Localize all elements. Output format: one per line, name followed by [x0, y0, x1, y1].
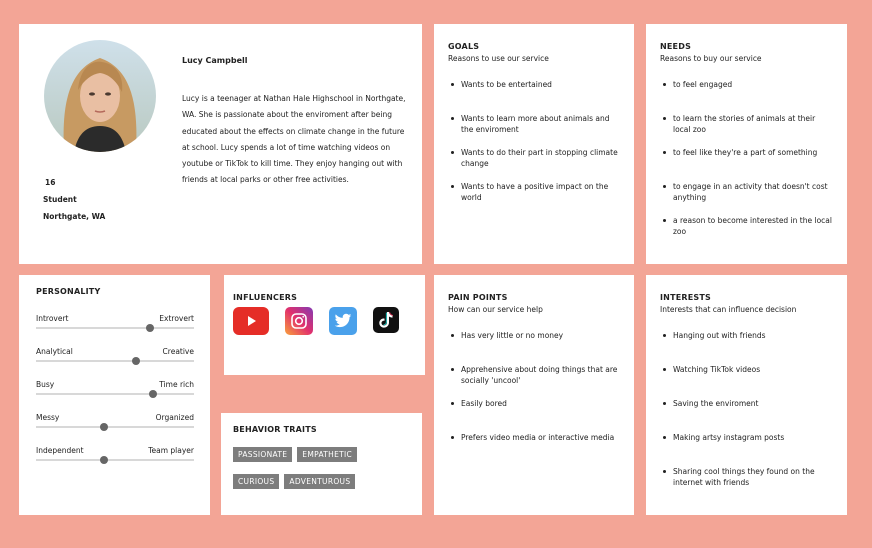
goals-list	[448, 79, 620, 215]
persona-name: Lucy Campbell	[182, 56, 248, 65]
goals-subtitle: Reasons to use our service	[448, 54, 549, 63]
list-item: Easily bored	[448, 398, 620, 432]
personality-slider	[36, 446, 194, 461]
goals-title: GOALS	[448, 42, 480, 51]
profile-card	[19, 24, 422, 264]
trait-tag: EMPATHETIC	[297, 447, 357, 462]
slider-knob	[149, 390, 157, 398]
slider-track	[36, 426, 194, 428]
goals-card	[434, 24, 634, 264]
list-item: Wants to do their part in stopping climate change	[448, 147, 620, 181]
slider-left-label: Introvert	[36, 314, 69, 323]
slider-left-label: Independent	[36, 446, 84, 455]
needs-list	[660, 79, 832, 249]
behavior-title: BEHAVIOR TRAITS	[233, 425, 317, 434]
list-item: to engage in an activity that doesn't cost anything	[660, 181, 832, 215]
list-item: Saving the enviroment	[660, 398, 832, 432]
list-item: to feel engaged	[660, 79, 832, 113]
slider-knob	[132, 357, 140, 365]
slider-knob	[146, 324, 154, 332]
age: 16	[45, 178, 56, 187]
slider-right-label: Extrovert	[159, 314, 194, 323]
tiktok-icon	[373, 307, 399, 333]
slider-right-label: Time rich	[159, 380, 194, 389]
youtube-icon	[233, 307, 269, 335]
pain-list	[448, 330, 620, 466]
trait-tag: ADVENTUROUS	[284, 474, 355, 489]
personality-slider	[36, 380, 194, 395]
occupation: Student	[43, 195, 77, 204]
interests-card	[646, 275, 847, 515]
demographics	[43, 174, 105, 225]
slider-right-label: Organized	[155, 413, 194, 422]
slider-track	[36, 459, 194, 461]
personality-title: PERSONALITY	[36, 287, 101, 296]
list-item: Hanging out with friends	[660, 330, 832, 364]
interests-list	[660, 330, 832, 500]
list-item: Wants to learn more about animals and the enviroment	[448, 113, 620, 147]
list-item: a reason to become interested in the local zoo	[660, 215, 832, 249]
influencers-card	[224, 275, 425, 375]
personality-slider	[36, 413, 194, 428]
persona-bio: Lucy is a teenager at Nathan Hale Highschool in Northgate, WA. She is passionate about the enviroment after being educated about the effects on climate change in the future at school. Lucy spends a lot of time watching videos on youtube or TikTok to kill time. They enjoy hanging out with friends at local parks or other free activities.	[182, 94, 406, 185]
behavior-traits-card	[221, 413, 422, 515]
twitter-icon	[329, 307, 357, 335]
slider-track	[36, 360, 194, 362]
needs-subtitle: Reasons to buy our service	[660, 54, 762, 63]
list-item: Wants to have a positive impact on the world	[448, 181, 620, 215]
list-item: to learn the stories of animals at their local zoo	[660, 113, 832, 147]
list-item: Prefers video media or interactive media	[448, 432, 620, 466]
list-item: Apprehensive about doing things that are socially 'uncool'	[448, 364, 620, 398]
location: Northgate, WA	[43, 212, 106, 221]
slider-left-label: Busy	[36, 380, 55, 389]
personality-slider	[36, 347, 194, 362]
influencers-title: INFLUENCERS	[233, 293, 298, 302]
slider-track	[36, 393, 194, 395]
trait-tag: CURIOUS	[233, 474, 279, 489]
slider-left-label: Analytical	[36, 347, 73, 356]
slider-knob	[100, 456, 108, 464]
interests-subtitle: Interests that can influence decision	[660, 305, 797, 314]
personality-card	[19, 275, 210, 515]
list-item: to feel like they're a part of something	[660, 147, 832, 181]
pain-title: PAIN POINTS	[448, 293, 508, 302]
interests-title: INTERESTS	[660, 293, 711, 302]
influencer-logos	[233, 307, 425, 335]
needs-card	[646, 24, 847, 264]
list-item: Sharing cool things they found on the internet with friends	[660, 466, 832, 500]
pain-points-card	[434, 275, 634, 515]
instagram-icon	[285, 307, 313, 335]
list-item: Has very little or no money	[448, 330, 620, 364]
needs-title: NEEDS	[660, 42, 692, 51]
slider-left-label: Messy	[36, 413, 60, 422]
slider-knob	[100, 423, 108, 431]
slider-track	[36, 327, 194, 329]
slider-right-label: Creative	[162, 347, 194, 356]
avatar	[44, 40, 156, 152]
personality-slider	[36, 314, 194, 329]
slider-right-label: Team player	[148, 446, 194, 455]
list-item: Wants to be entertained	[448, 79, 620, 113]
trait-tag: PASSIONATE	[233, 447, 292, 462]
pain-subtitle: How can our service help	[448, 305, 543, 314]
list-item: Watching TikTok videos	[660, 364, 832, 398]
trait-tags	[233, 442, 422, 496]
list-item: Making artsy instagram posts	[660, 432, 832, 466]
